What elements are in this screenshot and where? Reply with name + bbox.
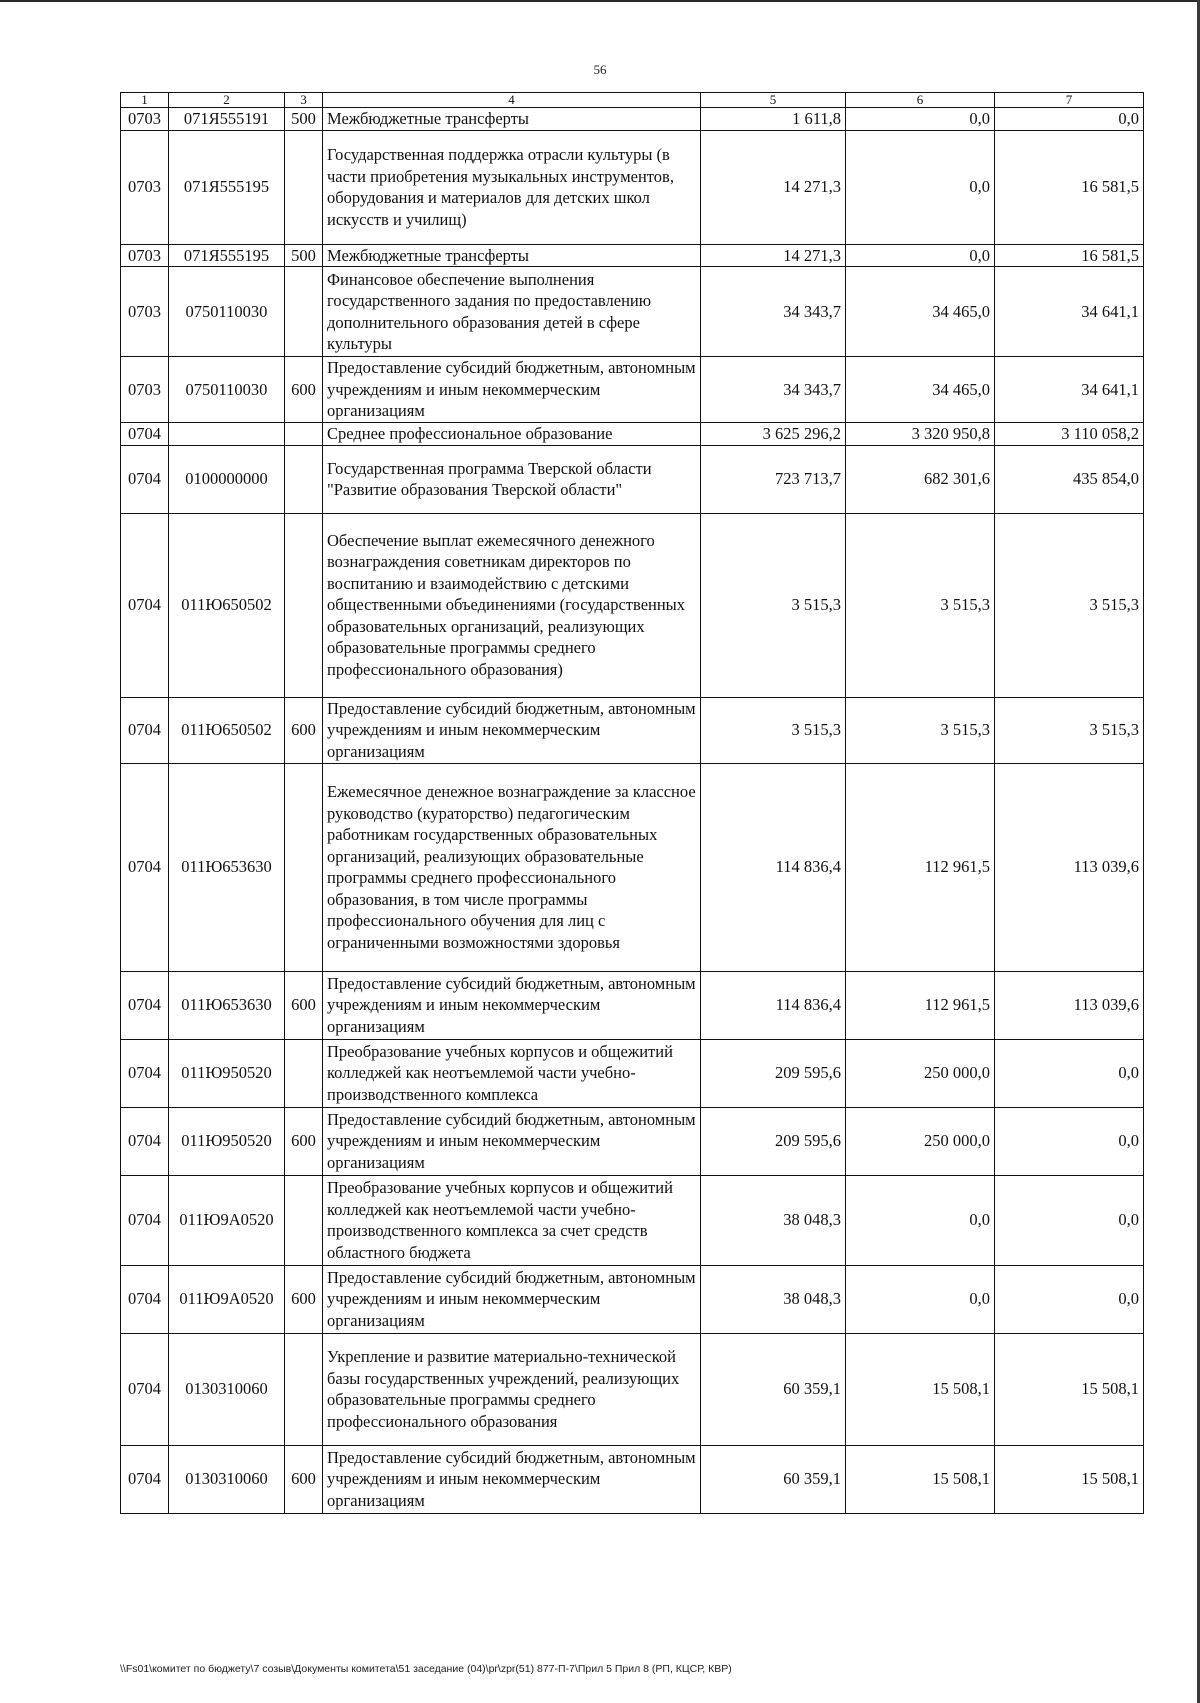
- amount-col6-cell: 682 301,6: [846, 445, 995, 513]
- expense-type-code-cell: [285, 1039, 323, 1107]
- table-row: [121, 1039, 1144, 1107]
- target-article-code-cell: 011Ю650502: [169, 697, 285, 763]
- expense-type-code-cell: 600: [285, 697, 323, 763]
- item-name-cell: Укрепление и развитие материально-технической базы государственных учреждений, реализующих образовательные программы среднего профессионального образования: [323, 1333, 701, 1445]
- budget-table: [120, 92, 1144, 1514]
- section-code-cell: 0704: [121, 1107, 169, 1175]
- amount-col6-cell: 3 515,3: [846, 513, 995, 697]
- section-code-cell: 0704: [121, 763, 169, 971]
- section-code-cell: 0704: [121, 423, 169, 446]
- amount-col7-cell: 3 515,3: [995, 513, 1144, 697]
- expense-type-code-cell: 600: [285, 1445, 323, 1513]
- item-name-cell: Предоставление субсидий бюджетным, автономным учреждениям и иным некоммерческим организациям: [323, 1445, 701, 1513]
- expense-type-code-cell: [285, 130, 323, 244]
- item-name-cell: Предоставление субсидий бюджетным, автономным учреждениям и иным некоммерческим организациям: [323, 1107, 701, 1175]
- target-article-code-cell: 011Ю650502: [169, 513, 285, 697]
- target-article-code-cell: 011Ю653630: [169, 971, 285, 1039]
- item-name-cell: Преобразование учебных корпусов и общежитий колледжей как неотъемлемой части учебно-производственного комплекса за счет средств областного бюджета: [323, 1175, 701, 1265]
- column-header: 6: [846, 93, 995, 108]
- section-code-cell: 0704: [121, 1265, 169, 1333]
- scan-edge-top: [0, 0, 1200, 2]
- section-code-cell: 0704: [121, 1333, 169, 1445]
- item-name-cell: Предоставление субсидий бюджетным, автономным учреждениям и иным некоммерческим организациям: [323, 357, 701, 423]
- table-row: [121, 1333, 1144, 1445]
- amount-col7-cell: 0,0: [995, 1175, 1144, 1265]
- table-body: [121, 108, 1144, 1514]
- item-name-cell: Государственная программа Тверской области "Развитие образования Тверской области": [323, 445, 701, 513]
- expense-type-code-cell: 600: [285, 1265, 323, 1333]
- column-header: 5: [701, 93, 846, 108]
- amount-col5-cell: 209 595,6: [701, 1107, 846, 1175]
- amount-col7-cell: 0,0: [995, 108, 1144, 131]
- table-row: [121, 697, 1144, 763]
- column-header: 1: [121, 93, 169, 108]
- amount-col5-cell: 114 836,4: [701, 763, 846, 971]
- expense-type-code-cell: 600: [285, 971, 323, 1039]
- table-row: [121, 244, 1144, 267]
- item-name-cell: Обеспечение выплат ежемесячного денежного вознаграждения советникам директоров по воспитанию и взаимодействию с детскими общественными объединениями (государственных образовательных организаций, реализующих образовательные программы среднего профессионального образования): [323, 513, 701, 697]
- expense-type-code-cell: [285, 1175, 323, 1265]
- amount-col7-cell: 0,0: [995, 1039, 1144, 1107]
- table-row: [121, 1107, 1144, 1175]
- amount-col6-cell: 15 508,1: [846, 1445, 995, 1513]
- amount-col5-cell: 38 048,3: [701, 1265, 846, 1333]
- table-row: [121, 423, 1144, 446]
- target-article-code-cell: 0130310060: [169, 1445, 285, 1513]
- item-name-cell: Преобразование учебных корпусов и общежитий колледжей как неотъемлемой части учебно-производственного комплекса: [323, 1039, 701, 1107]
- amount-col5-cell: 14 271,3: [701, 244, 846, 267]
- amount-col7-cell: 113 039,6: [995, 971, 1144, 1039]
- column-number-row: [121, 93, 1144, 108]
- table-row: [121, 513, 1144, 697]
- expense-type-code-cell: [285, 423, 323, 446]
- target-article-code-cell: 011Ю9А0520: [169, 1265, 285, 1333]
- amount-col6-cell: 0,0: [846, 1265, 995, 1333]
- expense-type-code-cell: [285, 1333, 323, 1445]
- amount-col6-cell: 0,0: [846, 108, 995, 131]
- amount-col6-cell: 112 961,5: [846, 971, 995, 1039]
- item-name-cell: Финансовое обеспечение выполнения государственного задания по предоставлению дополнительного образования детей в сфере культуры: [323, 267, 701, 357]
- amount-col6-cell: 3 515,3: [846, 697, 995, 763]
- column-header: 3: [285, 93, 323, 108]
- item-name-cell: Предоставление субсидий бюджетным, автономным учреждениям и иным некоммерческим организациям: [323, 1265, 701, 1333]
- target-article-code-cell: [169, 423, 285, 446]
- amount-col5-cell: 114 836,4: [701, 971, 846, 1039]
- target-article-code-cell: 071Я555195: [169, 130, 285, 244]
- section-code-cell: 0704: [121, 1445, 169, 1513]
- amount-col6-cell: 112 961,5: [846, 763, 995, 971]
- section-code-cell: 0704: [121, 1175, 169, 1265]
- table-row: [121, 130, 1144, 244]
- amount-col6-cell: 34 465,0: [846, 357, 995, 423]
- section-code-cell: 0704: [121, 445, 169, 513]
- table-row: [121, 108, 1144, 131]
- amount-col6-cell: 250 000,0: [846, 1039, 995, 1107]
- item-name-cell: Государственная поддержка отрасли культуры (в части приобретения музыкальных инструментов, оборудования и материалов для детских школ искусств и училищ): [323, 130, 701, 244]
- amount-col5-cell: 60 359,1: [701, 1445, 846, 1513]
- amount-col5-cell: 723 713,7: [701, 445, 846, 513]
- section-code-cell: 0704: [121, 513, 169, 697]
- amount-col5-cell: 38 048,3: [701, 1175, 846, 1265]
- section-code-cell: 0704: [121, 971, 169, 1039]
- table-row: [121, 267, 1144, 357]
- amount-col5-cell: 3 625 296,2: [701, 423, 846, 446]
- section-code-cell: 0703: [121, 108, 169, 131]
- section-code-cell: 0703: [121, 130, 169, 244]
- amount-col5-cell: 3 515,3: [701, 513, 846, 697]
- amount-col7-cell: 435 854,0: [995, 445, 1144, 513]
- expense-type-code-cell: [285, 445, 323, 513]
- amount-col6-cell: 0,0: [846, 130, 995, 244]
- expense-type-code-cell: [285, 267, 323, 357]
- target-article-code-cell: 0130310060: [169, 1333, 285, 1445]
- amount-col5-cell: 34 343,7: [701, 267, 846, 357]
- amount-col7-cell: 0,0: [995, 1265, 1144, 1333]
- section-code-cell: 0703: [121, 357, 169, 423]
- column-header: 7: [995, 93, 1144, 108]
- column-header: 2: [169, 93, 285, 108]
- table-row: [121, 445, 1144, 513]
- target-article-code-cell: 071Я555195: [169, 244, 285, 267]
- amount-col7-cell: 16 581,5: [995, 244, 1144, 267]
- expense-type-code-cell: 600: [285, 357, 323, 423]
- amount-col6-cell: 3 320 950,8: [846, 423, 995, 446]
- amount-col7-cell: 16 581,5: [995, 130, 1144, 244]
- expense-type-code-cell: [285, 763, 323, 971]
- expense-type-code-cell: 500: [285, 244, 323, 267]
- page-number: 56: [593, 62, 607, 77]
- amount-col5-cell: 209 595,6: [701, 1039, 846, 1107]
- expense-type-code-cell: [285, 513, 323, 697]
- amount-col6-cell: 250 000,0: [846, 1107, 995, 1175]
- target-article-code-cell: 071Я555191: [169, 108, 285, 131]
- item-name-cell: Предоставление субсидий бюджетным, автономным учреждениям и иным некоммерческим организациям: [323, 971, 701, 1039]
- amount-col7-cell: 113 039,6: [995, 763, 1144, 971]
- item-name-cell: Межбюджетные трансферты: [323, 108, 701, 131]
- expense-type-code-cell: 600: [285, 1107, 323, 1175]
- item-name-cell: Ежемесячное денежное вознаграждение за классное руководство (кураторство) педагогическим работникам государственных образовательных организаций, реализующих образовательные программы среднего профессионального образования, в том числе программы профессионального обучения для лиц с ограниченными возможностями здоровья: [323, 763, 701, 971]
- table-row: [121, 1265, 1144, 1333]
- item-name-cell: Межбюджетные трансферты: [323, 244, 701, 267]
- footer-file-path: \\Fs01\комитет по бюджету\7 созыв\Документы комитета\51 заседание (04)\pr\zpr(51) 877-П-7\Прил 5 Прил 8 (РП, КЦСР, КВР): [120, 1663, 732, 1675]
- amount-col7-cell: 0,0: [995, 1107, 1144, 1175]
- amount-col5-cell: 3 515,3: [701, 697, 846, 763]
- table-row: [121, 1175, 1144, 1265]
- item-name-cell: Предоставление субсидий бюджетным, автономным учреждениям и иным некоммерческим организациям: [323, 697, 701, 763]
- amount-col7-cell: 3 515,3: [995, 697, 1144, 763]
- amount-col6-cell: 15 508,1: [846, 1333, 995, 1445]
- amount-col5-cell: 60 359,1: [701, 1333, 846, 1445]
- amount-col6-cell: 0,0: [846, 1175, 995, 1265]
- target-article-code-cell: 011Ю9А0520: [169, 1175, 285, 1265]
- amount-col5-cell: 1 611,8: [701, 108, 846, 131]
- amount-col6-cell: 0,0: [846, 244, 995, 267]
- section-code-cell: 0703: [121, 244, 169, 267]
- table-row: [121, 971, 1144, 1039]
- item-name-cell: Среднее профессиональное образование: [323, 423, 701, 446]
- target-article-code-cell: 0750110030: [169, 267, 285, 357]
- section-code-cell: 0704: [121, 1039, 169, 1107]
- target-article-code-cell: 011Ю950520: [169, 1107, 285, 1175]
- target-article-code-cell: 0750110030: [169, 357, 285, 423]
- table-row: [121, 1445, 1144, 1513]
- section-code-cell: 0704: [121, 697, 169, 763]
- target-article-code-cell: 0100000000: [169, 445, 285, 513]
- amount-col5-cell: 14 271,3: [701, 130, 846, 244]
- table-row: [121, 763, 1144, 971]
- expense-type-code-cell: 500: [285, 108, 323, 131]
- amount-col7-cell: 34 641,1: [995, 267, 1144, 357]
- amount-col7-cell: 3 110 058,2: [995, 423, 1144, 446]
- target-article-code-cell: 011Ю950520: [169, 1039, 285, 1107]
- table-row: [121, 357, 1144, 423]
- target-article-code-cell: 011Ю653630: [169, 763, 285, 971]
- amount-col7-cell: 15 508,1: [995, 1333, 1144, 1445]
- amount-col6-cell: 34 465,0: [846, 267, 995, 357]
- amount-col7-cell: 15 508,1: [995, 1445, 1144, 1513]
- column-header: 4: [323, 93, 701, 108]
- amount-col5-cell: 34 343,7: [701, 357, 846, 423]
- section-code-cell: 0703: [121, 267, 169, 357]
- amount-col7-cell: 34 641,1: [995, 357, 1144, 423]
